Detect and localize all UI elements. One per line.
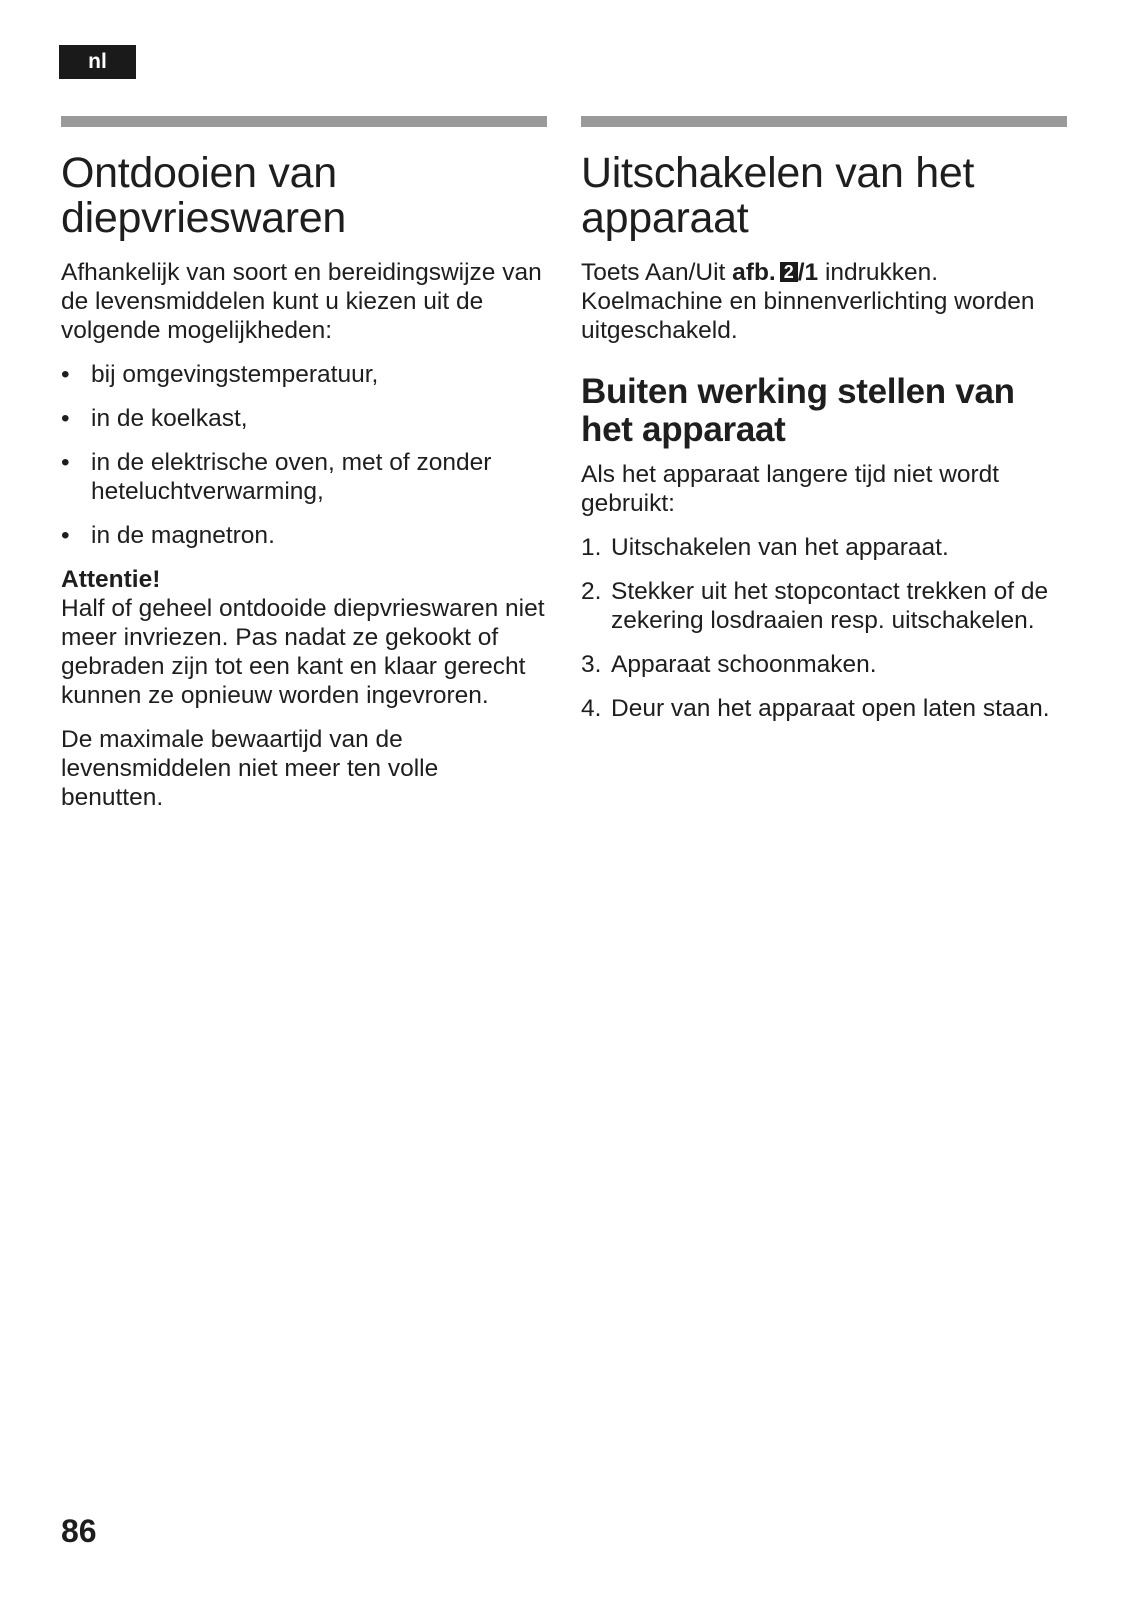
left-column xyxy=(61,116,547,827)
list-item xyxy=(581,694,1067,723)
switch-text-start: Toets Aan/Uit xyxy=(581,259,733,286)
bullet: • xyxy=(61,361,70,388)
language-tab: nl xyxy=(59,45,136,79)
section-title-switch-off: Uitschakelen van het apparaat xyxy=(581,149,975,242)
section-rule xyxy=(61,116,547,127)
intro-paragraph: Afhankelijk van soort en bereidingswijze van de levensmiddelen kunt u kiezen uit de volgende mogelijkheden: xyxy=(61,259,542,344)
switch-text-end: indrukken. Koelmachine en binnenverlichting worden uitgeschakeld. xyxy=(581,259,1035,344)
section-title-thawing: Ontdooien van diepvrieswaren xyxy=(61,149,347,242)
step-text: Uitschakelen van het apparaat. xyxy=(611,534,949,561)
list-item-text: in de elektrische oven, met of zonder heteluchtverwarming, xyxy=(91,449,492,505)
list-item xyxy=(61,448,547,506)
step-text: Stekker uit het stopcontact trekken of de zekering losdraaien resp. uitschakelen. xyxy=(611,578,1049,634)
section-subtitle-decommission: Buiten werking stellen van het apparaat xyxy=(581,372,1015,449)
list-item xyxy=(581,650,1067,679)
page-number: 86 xyxy=(61,1513,97,1549)
bullet: • xyxy=(61,522,70,549)
list-item xyxy=(61,521,547,550)
figure-number-badge: 2 xyxy=(780,262,798,282)
step-text: Apparaat schoonmaken. xyxy=(611,651,877,678)
list-item xyxy=(581,577,1067,635)
figure-item-ref: /1 xyxy=(797,259,819,286)
list-item-text: in de magnetron. xyxy=(91,522,275,549)
list-item xyxy=(61,360,547,389)
attention-paragraph: Half of geheel ontdooide diepvrieswaren niet meer invriezen. Pas nadat ze gekookt of gebraden zijn tot een kant en klaar gerecht kunnen ze opnieuw worden ingevroren. xyxy=(61,595,545,709)
list-item-text: in de koelkast, xyxy=(91,405,248,432)
list-item xyxy=(581,533,1067,562)
switch-off-paragraph xyxy=(581,258,1067,345)
figure-ref-label: afb. xyxy=(732,259,776,286)
right-column xyxy=(581,116,1067,738)
step-number: 1. xyxy=(581,534,602,561)
list-item-text: bij omgevingstemperatuur, xyxy=(91,361,379,388)
decommission-steps-list xyxy=(581,533,1067,723)
list-item xyxy=(61,404,547,433)
step-number: 4. xyxy=(581,695,602,722)
closing-paragraph: De maximale bewaartijd van de levensmiddelen niet meer ten volle benutten. xyxy=(61,726,439,811)
section-rule xyxy=(581,116,1067,127)
thawing-options-list xyxy=(61,360,547,550)
decommission-intro: Als het apparaat langere tijd niet wordt gebruikt: xyxy=(581,461,1000,517)
step-number: 2. xyxy=(581,578,602,605)
bullet: • xyxy=(61,449,70,476)
step-number: 3. xyxy=(581,651,602,678)
step-text: Deur van het apparaat open laten staan. xyxy=(611,695,1050,722)
bullet: • xyxy=(61,405,70,432)
attention-heading: Attentie! xyxy=(61,566,161,593)
